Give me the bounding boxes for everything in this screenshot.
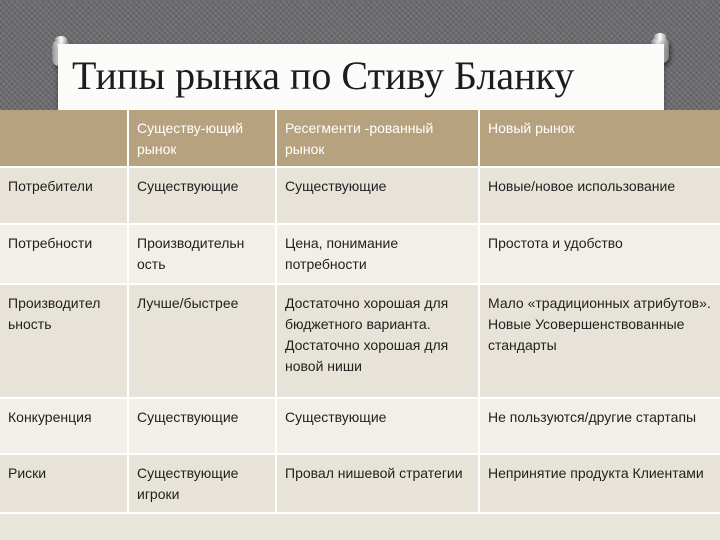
table-cell: Лучше/быстрее	[128, 284, 276, 398]
slide-title: Типы рынка по Стиву Бланку	[72, 53, 575, 98]
table-cell: Существующие	[276, 167, 479, 224]
table-cell: Цена, понимание потребности	[276, 224, 479, 284]
row-label: Производител ьность	[0, 284, 128, 398]
title-card	[58, 44, 664, 110]
row-label: Потребители	[0, 167, 128, 224]
table-cell: Простота и удобство	[479, 224, 720, 284]
table-header-row	[0, 110, 720, 167]
row-label: Конкуренция	[0, 398, 128, 454]
table-row	[0, 284, 720, 398]
table-row	[0, 398, 720, 454]
row-label: Риски	[0, 454, 128, 513]
table-cell: Новые/новое использование	[479, 167, 720, 224]
table-cell: Существующие	[276, 398, 479, 454]
table-cell: Существующие игроки	[128, 454, 276, 513]
table-row	[0, 454, 720, 513]
table-row	[0, 224, 720, 284]
table	[0, 110, 720, 514]
table-cell: Достаточно хорошая для бюджетного варианта. Достаточно хорошая для новой ниши	[276, 284, 479, 398]
table-cell: Непринятие продукта Клиентами	[479, 454, 720, 513]
table-cell: Не пользуются/другие стартапы	[479, 398, 720, 454]
header-cell-existing-market: Существу-ющий рынок	[128, 110, 276, 167]
market-types-table	[0, 110, 720, 540]
table-row	[0, 167, 720, 224]
table-cell: Провал нишевой стратегии	[276, 454, 479, 513]
row-label: Потребности	[0, 224, 128, 284]
header-cell-resegmented-market: Ресегменти -рованный рынок	[276, 110, 479, 167]
table-cell: Производительн ость	[128, 224, 276, 284]
table-cell: Существующие	[128, 398, 276, 454]
header-cell-corner	[0, 110, 128, 167]
table-cell: Существующие	[128, 167, 276, 224]
header-cell-new-market: Новый рынок	[479, 110, 720, 167]
table-cell: Мало «традиционных атрибутов». Новые Усовершенствованные стандарты	[479, 284, 720, 398]
